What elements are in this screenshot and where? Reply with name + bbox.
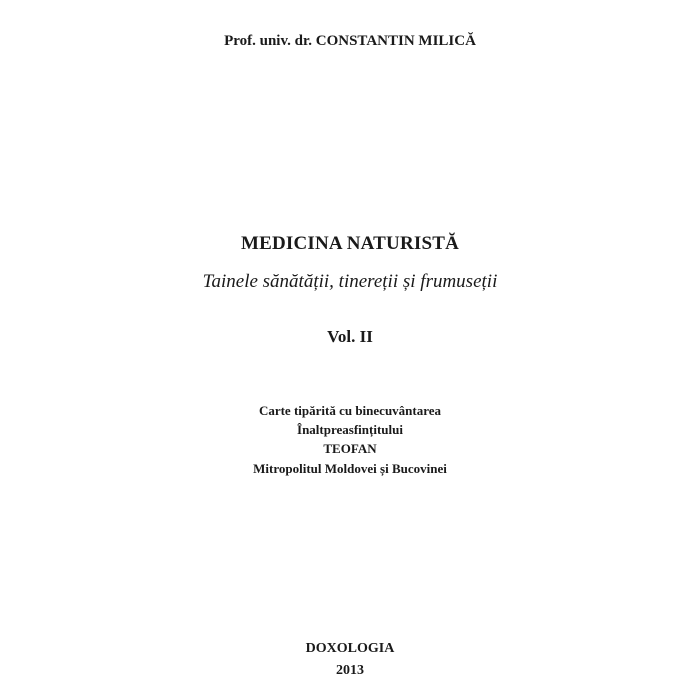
publisher-name: DOXOLOGIA: [305, 641, 395, 656]
book-subtitle: Tainele sănătății, tinereții și frumuseții: [202, 271, 498, 292]
blessing-line-3: TEOFAN: [323, 441, 377, 456]
blessing-line-2: Înaltpreasfințitului: [297, 422, 403, 437]
blessing-line-4: Mitropolitul Moldovei și Bucovinei: [253, 461, 447, 476]
publication-year: 2013: [336, 663, 364, 678]
author-name: Prof. univ. dr. CONSTANTIN MILICĂ: [224, 33, 476, 49]
book-title: MEDICINA NATURISTĂ: [240, 233, 460, 254]
volume-number: Vol. II: [327, 327, 373, 346]
blessing-line-1: Carte tipărită cu binecuvântarea: [258, 403, 442, 418]
